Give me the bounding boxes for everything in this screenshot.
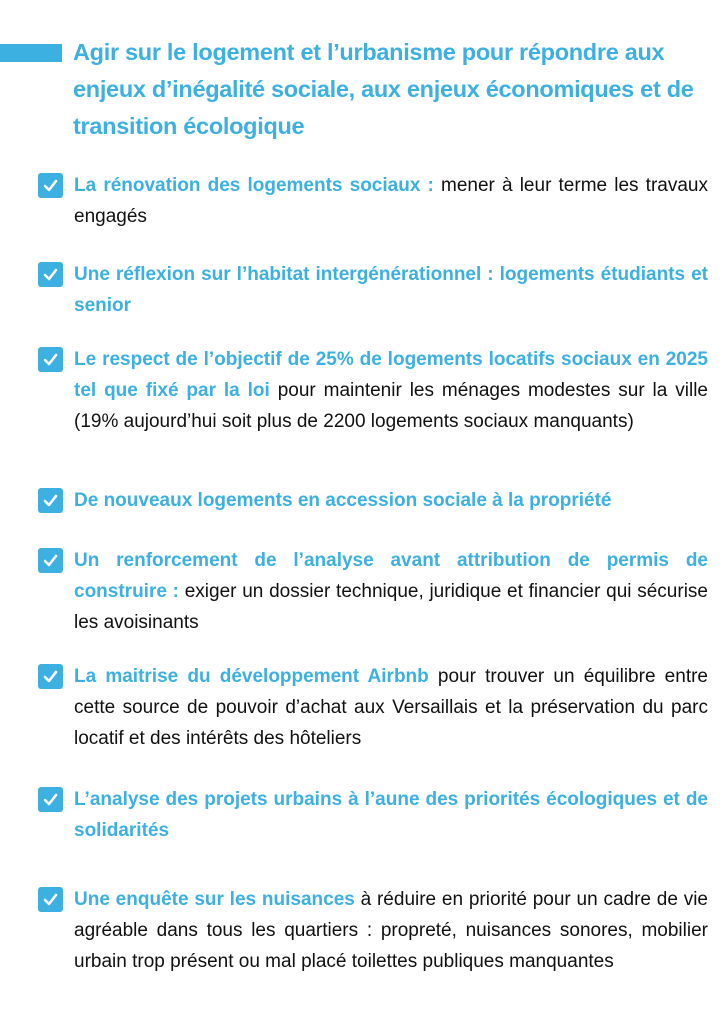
list-item-highlight: Une réflexion sur l’habitat intergénérationnel : logements étudiants et senior — [74, 264, 708, 316]
list-item-text — [74, 170, 708, 232]
list-item — [38, 545, 708, 638]
checkbox-checked-icon — [38, 787, 63, 812]
list-item-highlight: Le respect de l’objectif de 25% de logements locatifs sociaux en 2025 tel que fixé par la loi — [74, 349, 708, 401]
checkbox-checked-icon — [38, 664, 63, 689]
checkbox-checked-icon — [38, 173, 63, 198]
list-item — [38, 344, 708, 437]
list-item-text — [74, 259, 708, 321]
list-item-text — [74, 344, 708, 437]
list-item-highlight: Un renforcement de l’analyse avant attribution de permis de construire : — [74, 550, 708, 602]
list-item-highlight: La rénovation des logements sociaux : — [74, 175, 434, 196]
list-item-text — [74, 884, 708, 977]
list-item-text — [74, 485, 708, 516]
list-item-highlight: De nouveaux logements en accession sociale à la propriété — [74, 490, 612, 511]
checkbox-checked-icon — [38, 548, 63, 573]
list-item — [38, 884, 708, 977]
page-title: Agir sur le logement et l’urbanisme pour répondre aux enjeux d’inégalité sociale, aux enjeux économiques et de transition écologique — [73, 39, 694, 139]
list-item — [38, 259, 708, 321]
list-item — [38, 485, 708, 516]
list-item-body: mener à leur terme les travaux engagés — [74, 175, 708, 227]
checkbox-checked-icon — [38, 262, 63, 287]
list-item-text — [74, 661, 708, 754]
list-item-highlight: La maitrise du développement Airbnb — [74, 666, 429, 687]
list-item-body: pour maintenir les ménages modestes sur la ville (19% aujourd’hui soit plus de 2200 logements sociaux manquants) — [74, 380, 708, 432]
checkbox-checked-icon — [38, 347, 63, 372]
list-item — [38, 661, 708, 754]
list-item — [38, 784, 708, 846]
list-item-body: pour trouver un équilibre entre cette source de pouvoir d’achat aux Versaillais et la préservation du parc locatif et des intérêts des hôteliers — [74, 666, 708, 749]
list-item-highlight: L’analyse des projets urbains à l’aune des priorités écologiques et de solidarités — [74, 789, 708, 841]
list-item-body: exiger un dossier technique, juridique et financier qui sécurise les avoisinants — [74, 581, 708, 633]
list-item-text — [74, 784, 708, 846]
list-item-body: à réduire en priorité pour un cadre de vie agréable dans tous les quartiers : propreté, nuisances sonores, mobilier urbain trop présent ou mal placé toilettes publiques manquantes — [74, 889, 708, 972]
checkbox-checked-icon — [38, 887, 63, 912]
list-item — [38, 170, 708, 232]
list-item-highlight: Une enquête sur les nuisances — [74, 889, 355, 910]
list-item-text — [74, 545, 708, 638]
checkbox-checked-icon — [38, 488, 63, 513]
